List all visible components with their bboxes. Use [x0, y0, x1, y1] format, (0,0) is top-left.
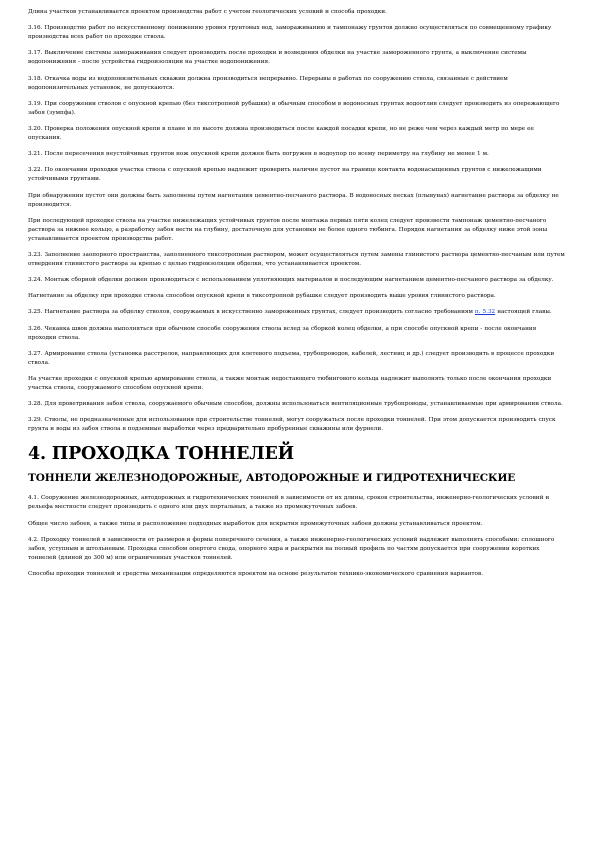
- paragraph-3-20: 3.20. Проверка положения опускной крепи в плане и по высоте должна производиться после каждой посадки крепи, но не реже чем через каждый метр по мере ее опускания.: [28, 125, 534, 141]
- paragraph-3-25: [28, 308, 566, 317]
- paragraph-3-25-text: 3.25. Нагнетание раствора за обделку стволов, сооружаемых в искусственно замороженных грунтах, следует производить согласно требованиям: [28, 309, 475, 316]
- paragraph-3-26: 3.26. Чеканка швов должна выполняться при обычном способе сооружения ствола вслед за сборкой колец обделки, а при способе опускной крепи - после окончания проходки ствола.: [28, 325, 537, 341]
- paragraph-3-19: 3.19. При сооружении стволов с опускной крепью (без тиксотропной рубашки) и обычным способом в водоносных грунтах водоотлив следует производить из опережающего забоя (зумпфа).: [28, 100, 560, 116]
- paragraph-3-22: 3.22. По окончании проходки участка ствола с опускной крепью надлежит проверить наличие пустот на границе контакта водонасыщенных грунтов с нижележащими устойчивыми грунтами.: [28, 167, 542, 183]
- paragraph-faces-count: Общее число забоев, а также типы и расположение подходных выработок для вскрытия промежуточных забоев должны устанавливаться проектом.: [28, 520, 483, 527]
- paragraph-3-27: 3.27. Армирование ствола (установка расстрелов, направляющих для клетевого подъема, трубопроводов, кабелей, лестниц и др.) следует производить в процессе проходки ствола.: [28, 350, 555, 366]
- link-clause-5-32[interactable]: п. 5.32: [474, 309, 496, 316]
- paragraph-4-1: 4.1. Сооружение железнодорожных, автодорожных и гидротехнических тоннелей в зависимости от их длины, сроков строительства, инженерно-геологических условий и рельефа местности следует производить с одного или двух портальных, а также из промежуточных забоев.: [28, 495, 550, 511]
- paragraph-3-28: 3.28. Для проветривания забоя ствола, сооружаемого обычным способом, должны использоваться вентиляционные трубопроводы, устанавливаемые при армировании ствола.: [28, 401, 563, 408]
- paragraph-3-18: 3.18. Откачка воды из водопонизительных скважин должна производиться непрерывно. Перерывы в работах по сооружению ствола, связанные с действием водопонизительных установок, не допускаются.: [28, 75, 508, 91]
- paragraph-shaft-sections-length: Длина участков устанавливается проектом производства работ с учетом геологических условий и способа проходки.: [28, 9, 387, 15]
- paragraph-3-16: 3.16. Производство работ по искусственному понижению уровня грунтовых вод, замораживанию и тампонажу грунтов должно осуществляться по совмещенному графику производства всех работ по проходке ствола.: [28, 25, 552, 41]
- section-title: 4. ПРОХОДКА ТОННЕЛЕЙ: [28, 444, 294, 465]
- paragraph-3-25-tail: настоящей главы.: [495, 309, 552, 316]
- paragraph-voids-filling: При обнаружении пустот они должны быть заполнены путем нагнетания цементно-песчаного раствора. В водоносных песках (плывунах) нагнетание раствора за обделку не производится.: [28, 192, 559, 208]
- paragraph-3-24: 3.24. Монтаж сборной обделки должен производиться с использованием уплотняющих материалов и последующим нагнетанием цементно-песчаного раствора за обделку.: [28, 277, 554, 284]
- paragraph-subsequent-sinking: При последующей проходке ствола на участке нижележащих устойчивых грунтов после монтажа первых пяти колец следует произвести тампонаж цементно-песчаного раствора за нижнее кольцо, а разработку забоя вести на глубину, достаточную для установки не более одного тюбинга. Порядок нагнетания за обделку ниже этой зоны устанавливается проектом производства работ.: [28, 217, 548, 242]
- paragraph-grouting-thixotropic: Нагнетание за обделку при проходке ствола способом опускной крепи в тиксотропной рубашке следует производить выше уровня глинистого раствора.: [28, 293, 496, 300]
- paragraph-reinforcement-sinking: На участке проходки с опускной крепью армирование ствола, а также монтаж недостающего тюбингового кольца надлежит выполнять только после окончания проходки участка ствола, сооружаемого способом опускной крепи.: [28, 376, 552, 391]
- subsection-title: ТОННЕЛИ ЖЕЛЕЗНОДОРОЖНЫЕ, АВТОДОРОЖНЫЕ И ГИДРОТЕХНИЧЕСКИЕ: [28, 472, 516, 485]
- paragraph-4-2: 4.2. Проходку тоннелей в зависимости от размеров и формы поперечного сечения, а также инженерно-геологических условий надлежит выполнять способами: сплошного забоя, уступным и штольневым. Проходка способом опертого свода, опорного ядра и раскрытия на полный профиль по частям допускается при сооружении коротких тоннелей (длиной до 300 м) или ограниченных участков тоннелей.: [28, 536, 555, 561]
- paragraph-3-23: 3.23. Заполнение заопорного пространства, заполненного тиксотропным раствором, может осуществляться путем замены глинистого раствора цементно-песчаным или путем отвердения глинистого раствора за крепью с целью гидроизоляции обделки, что устанавливается проектом.: [28, 251, 565, 267]
- document-body: [28, 8, 566, 586]
- paragraph-methods-mechanization: Способы проходки тоннелей и средства механизации определяются проектом на основе результатов технико-экономического сравнения вариантов.: [28, 570, 483, 577]
- paragraph-3-29: 3.29. Стволы, не предназначенные для использования при строительстве тоннелей, могут сооружаться после проходки тоннелей. При этом допускается производить спуск грунта и воды из забоя ствола в подземные выработки через предварительно пробуренные скважины или фурнели.: [28, 417, 556, 433]
- paragraph-3-21: 3.21. После пересечения неустойчивых грунтов нож опускной крепи должен быть погружен в водоупор по всему периметру на глубину не менее 1 м.: [28, 151, 489, 158]
- paragraph-3-17: 3.17. Выключение системы замораживания следует производить после проходки и возведения обделки на участке замороженного грунта, а выключение системы водопонижения - после устройства гидроизоляции на участке водопонижения.: [28, 50, 527, 66]
